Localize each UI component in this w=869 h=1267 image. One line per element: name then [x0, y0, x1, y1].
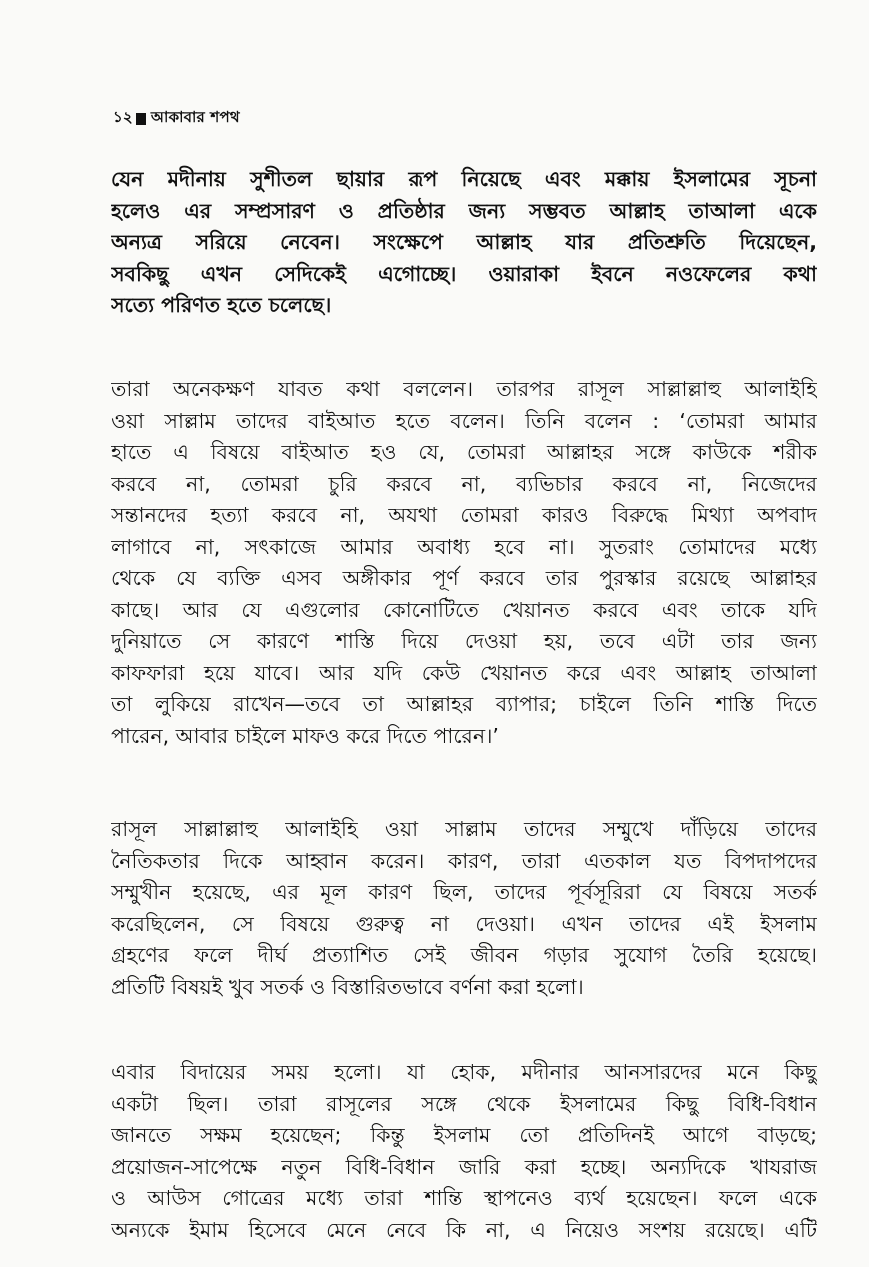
- text-line: অন্যত্র সরিয়ে নেবেন। সংক্ষেপে আল্লাহ যার প্রতিশ্রুতি দিয়েছেন,: [111, 230, 817, 254]
- text-line: তারা অনেকক্ষণ যাবত কথা বললেন। তারপর রাসূল সাল্লাল্লাহু আলাইহি: [111, 377, 817, 401]
- text-line: সন্তানদের হত্যা করবে না, অযথা তোমরা কারও বিরুদ্ধে মিথ্যা অপবাদ: [111, 503, 817, 527]
- text-line: তা লুকিয়ে রাখেন—তবে তা আল্লাহর ব্যাপার; চাইলে তিনি শাস্তি দিতে: [111, 692, 817, 716]
- text-line: সবকিছু এখন সেদিকেই এগোচ্ছে। ওয়ারাকা ইবনে নওফেলের কথা: [111, 261, 817, 286]
- text-line: প্রতিটি বিষয়ই খুব সতর্ক ও বিস্তারিতভাবে বর্ণনা করা হলো।: [111, 974, 584, 999]
- text-line: একটা ছিল। তারা রাসূলের সঙ্গে থেকে ইসলামের কিছু বিধি-বিধান: [111, 1091, 817, 1116]
- text-line: কাফফারা হয়ে যাবে। আর যদি কেউ খেয়ানত করে এবং আল্লাহ তাআলা: [111, 660, 817, 685]
- text-line: লাগাবে না, সৎকাজে আমার অবাধ্য হবে না। সুতরাং তোমাদের মধ্যে: [111, 534, 817, 559]
- page-number: ১২: [113, 108, 133, 126]
- text-line: হলেও এর সম্প্রসারণ ও প্রতিষ্ঠার জন্য সম্ভবত আল্লাহ তাআলা একে: [111, 198, 817, 223]
- text-line: পারেন, আবার চাইলে মাফও করে দিতে পারেন।’: [111, 723, 499, 748]
- text-line: জানতে সক্ষম হয়েছেন; কিন্তু ইসলাম তো প্রতিদিনই আগে বাড়ছে;: [111, 1123, 817, 1147]
- text-line: গ্রহণের ফলে দীর্ঘ প্রত্যাশিত সেই জীবন গড়ার সুযোগ তৈরি হয়েছে।: [111, 943, 817, 967]
- text-line: থেকে যে ব্যক্তি এসব অঙ্গীকার পূর্ণ করবে তার পুরস্কার রয়েছে আল্লাহর: [111, 566, 817, 590]
- text-line: হাতে এ বিষয়ে বাইআত হও যে, তোমরা আল্লাহর সঙ্গে কাউকে শরীক: [111, 440, 817, 464]
- text-line: করেছিলেন, সে বিষয়ে গুরুত্ব না দেওয়া। এখন তাদের এই ইসলাম: [111, 911, 817, 936]
- text-line: এবার বিদায়ের সময় হলো। যা হোক, মদীনার আনসারদের মনে কিছু: [111, 1060, 817, 1084]
- text-line: কাছে। আর যে এগুলোর কোনোটিতে খেয়ানত করবে এবং তাকে যদি: [111, 597, 817, 622]
- text-line: নৈতিকতার দিকে আহ্বান করেন। কারণ, তারা এতকাল যত বিপদাপদের: [111, 848, 817, 873]
- text-line: ও আউস গোত্রের মধ্যে তারা শান্তি স্থাপনেও ব্যর্থ হয়েছেন। ফলে একে: [111, 1186, 817, 1210]
- text-line: দুনিয়াতে সে কারণে শাস্তি দিয়ে দেওয়া হয়, তবে এটা তার জন্য: [111, 629, 817, 653]
- text-line: সম্মুখীন হয়েছে, এর মূল কারণ ছিল, তাদের পূর্বসূরিরা যে বিষয়ে সতর্ক: [111, 880, 817, 904]
- text-line: করবে না, তোমরা চুরি করবে না, ব্যভিচার করবে না, নিজেদের: [111, 471, 817, 496]
- text-line: প্রয়োজন-সাপেক্ষে নতুন বিধি-বিধান জারি করা হচ্ছে। অন্যদিকে খাযরাজ: [111, 1154, 817, 1179]
- paragraph-4: [111, 1057, 817, 1246]
- running-header: [113, 106, 240, 131]
- text-line: ওয়া সাল্লাম তাদের বাইআত হতে বলেন। তিনি বলেন : ‘তোমরা আমার: [111, 408, 817, 433]
- paragraph-3: [111, 814, 817, 1003]
- book-title: আকাবার শপথ: [150, 108, 240, 126]
- text-line: রাসূল সাল্লাল্লাহু আলাইহি ওয়া সাল্লাম তাদের সম্মুখে দাঁড়িয়ে তাদের: [111, 817, 817, 841]
- text-line: অন্যকে ইমাম হিসেবে মেনে নেবে কি না, এ নিয়েও সংশয় রয়েছে। এটি: [111, 1217, 817, 1242]
- paragraph-2: [111, 374, 817, 752]
- paragraph-1: [111, 164, 817, 322]
- text-line: যেন মদীনায় সুশীতল ছায়ার রূপ নিয়েছে এবং মক্কায় ইসলামের সূচনা: [111, 167, 817, 191]
- text-line: সত্যে পরিণত হতে চলেছে।: [111, 293, 332, 317]
- square-bullet-icon: [136, 113, 146, 125]
